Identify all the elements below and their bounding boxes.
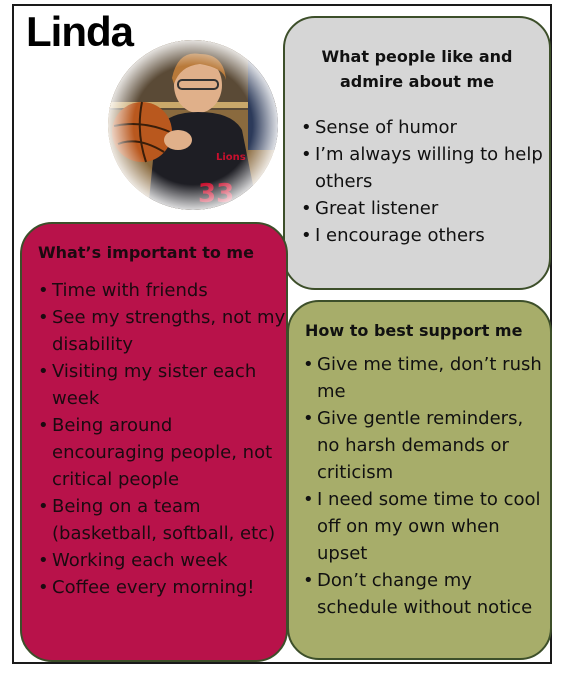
list-item: • Visiting my sister each week: [38, 361, 257, 409]
important-list: [22, 265, 286, 601]
profile-photo: [108, 40, 278, 210]
list-item: • I’m always willing to help others: [301, 144, 543, 192]
support-card: [287, 300, 552, 660]
admire-card: [283, 16, 551, 290]
support-title: How to best support me: [305, 321, 523, 340]
list-item: • I need some time to cool off on my own when upset: [303, 489, 541, 564]
list-item: • Time with friends: [38, 280, 208, 301]
admire-title: What people like and admire about me: [321, 47, 513, 91]
list-item: • Working each week: [38, 550, 228, 571]
list-item: • Coffee every morning!: [38, 577, 255, 598]
list-item: • Don’t change my schedule without notice: [303, 570, 533, 618]
support-list: [289, 343, 550, 621]
page-title: Linda: [26, 8, 133, 55]
list-item: • Being on a team (basketball, softball, etc): [38, 496, 276, 544]
important-card: [20, 222, 288, 662]
list-item: • See my strengths, not my disability: [38, 307, 286, 355]
important-title: What’s important to me: [38, 243, 254, 262]
list-item: • Being around encouraging people, not critical people: [38, 415, 273, 490]
admire-list: [285, 94, 549, 249]
list-item: • I encourage others: [301, 225, 485, 246]
list-item: • Give me time, don’t rush me: [303, 354, 542, 402]
list-item: • Great listener: [301, 198, 439, 219]
list-item: • Sense of humor: [301, 117, 457, 138]
list-item: • Give gentle reminders, no harsh demands or criticism: [303, 408, 524, 483]
